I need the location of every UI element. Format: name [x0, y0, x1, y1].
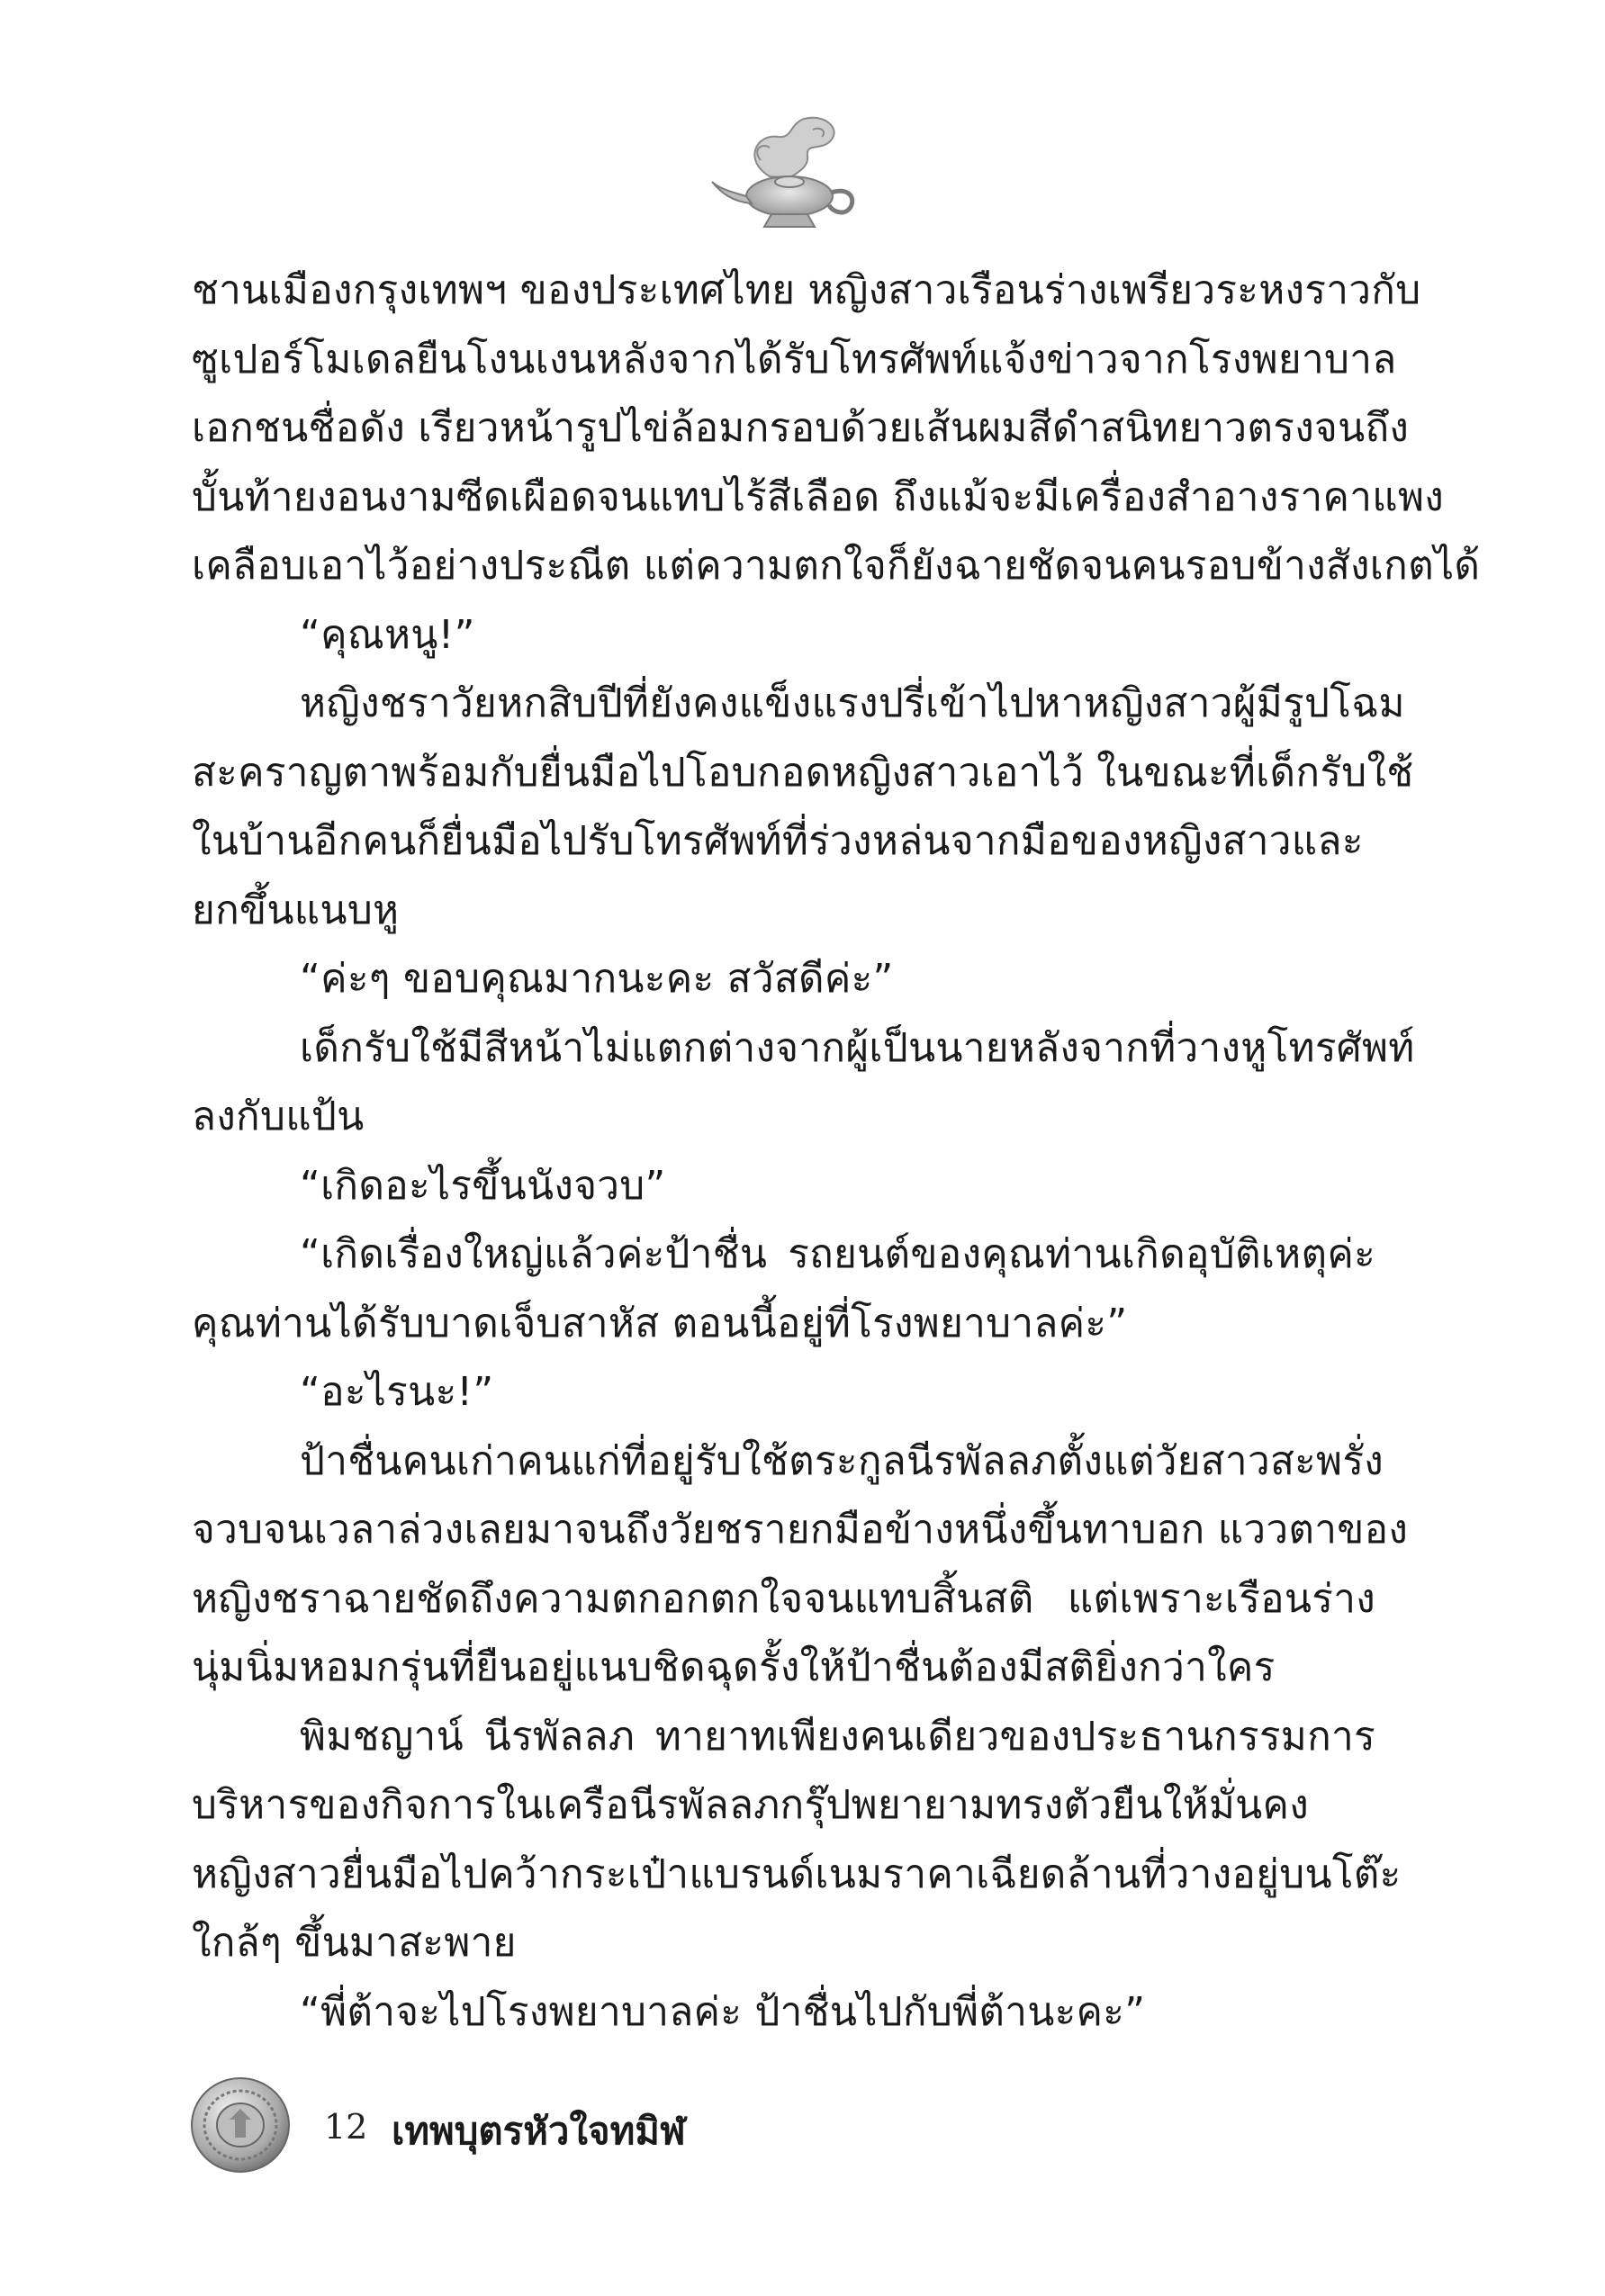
text-line: “คุณหนู!” [300, 611, 475, 658]
text-line: “อะไรนะ!” [300, 1369, 494, 1415]
text-line: ลงกับแป้น [192, 1094, 365, 1139]
text-line: หญิงชราวัยหกสิบปีที่ยังคงแข็งแรงปรี่เข้าไปหาหญิงสาวผู้มีรูปโฉม [300, 680, 1405, 726]
magic-lamp-icon [707, 106, 864, 241]
text-line: คุณท่านได้รับบาดเจ็บสาหัส ตอนนี้อยู่ที่โรงพยาบาลค่ะ” [192, 1300, 1128, 1346]
paragraph [192, 1014, 1415, 1152]
text-line: ชานเมืองกรุงเทพฯ ของประเทศไทย หญิงสาวเรือนร่างเพรียวระหงราวกับ [192, 267, 1421, 313]
text-line: หญิงสาวยื่นมือไปคว้ากระเป๋าแบรนด์เนมราคาเฉียดล้านที่วางอยู่บนโต๊ะ [192, 1850, 1402, 1897]
body-text [192, 257, 1481, 2047]
book-title: เทพบุตรหัวใจทมิฬ [392, 2109, 686, 2153]
text-line: สะคราญตาพร้อมกับยื่นมือไปโอบกอดหญิงสาวเอาไว้ ในขณะที่เด็กรับใช้ [192, 749, 1414, 796]
paragraph [192, 670, 1414, 945]
text-line: นุ่มนิ่มหอมกรุ่นที่ยืนอยู่แนบชิดฉุดรั้งให้ป้าชื่นต้องมีสติยิ่งกว่าใคร [192, 1644, 1276, 1690]
paragraph [192, 1152, 1375, 1221]
paragraph [192, 601, 1375, 671]
page-footer [189, 2075, 909, 2174]
paragraph [192, 1703, 1402, 1978]
paragraph [192, 945, 1375, 1014]
text-line: ป้าชื่นคนเก่าคนแก่ที่อยู่รับใช้ตระกูลนีรพัลลภตั้งแต่วัยสาวสะพรั่ง [300, 1437, 1384, 1484]
paragraph [192, 1220, 1375, 1358]
text-line: เอกชนชื่อดัง เรียวหน้ารูปไข่ล้อมกรอบด้วยเส้นผมสีดำสนิทยาวตรงจนถึง [192, 405, 1410, 451]
text-line: “เกิดอะไรขึ้นนังจวบ” [300, 1162, 666, 1209]
text-line: บั้นท้ายงอนงามซีดเผือดจนแทบไร้สีเลือด ถึงแม้จะมีเครื่องสำอางราคาแพง [192, 473, 1445, 520]
text-line: “ค่ะๆ ขอบคุณมากนะคะ สวัสดีค่ะ” [300, 956, 894, 1002]
text-line: บริหารของกิจการในเครือนีรพัลลภกรุ๊ปพยายามทรงตัวยืนให้มั่นคง [192, 1782, 1310, 1828]
coin-medallion-icon [189, 2075, 293, 2175]
text-line: “พี่ต้าจะไปโรงพยาบาลค่ะ ป้าชื่นไปกับพี่ต้านะคะ” [300, 1988, 1146, 2035]
text-line: ยกขึ้นแนบหู [192, 887, 400, 933]
text-line: ซูเปอร์โมเดลยืนโงนเงนหลังจากได้รับโทรศัพท์แจ้งข่าวจากโรงพยาบาล [192, 336, 1397, 383]
paragraph [192, 257, 1481, 601]
text-line: จวบจนเวลาล่วงเลยมาจนถึงวัยชรายกมือข้างหนึ่งขึ้นทาบอก แววตาของ [192, 1507, 1409, 1553]
text-line: เคลือบเอาไว้อย่างประณีต แต่ความตกใจก็ยังฉายชัดจนคนรอบข้างสังเกตได้ [192, 543, 1481, 589]
text-line: เด็กรับใช้มีสีหน้าไม่แตกต่างจากผู้เป็นนายหลังจากที่วางหูโทรศัพท์ [300, 1024, 1415, 1071]
text-line: ใกล้ๆ ขึ้นมาสะพาย [192, 1920, 517, 1966]
text-line: พิมชญาน์ นีรพัลลภ ทายาทเพียงคนเดียวของประธานกรรมการ [300, 1713, 1375, 1760]
page-number: 12 [324, 2107, 368, 2147]
paragraph [192, 1978, 1375, 2048]
text-line: หญิงชราฉายชัดถึงความตกอกตกใจจนแทบสิ้นสติ แต่เพราะเรือนร่าง [192, 1575, 1375, 1622]
text-line: “เกิดเรื่องใหญ่แล้วค่ะป้าชื่น รถยนต์ของคุณท่านเกิดอุบัติเหตุค่ะ [300, 1231, 1375, 1277]
text-line: ในบ้านอีกคนก็ยื่นมือไปรับโทรศัพท์ที่ร่วงหล่นจากมือของหญิงสาวและ [192, 818, 1364, 864]
paragraph [192, 1427, 1409, 1703]
paragraph [192, 1358, 1375, 1427]
